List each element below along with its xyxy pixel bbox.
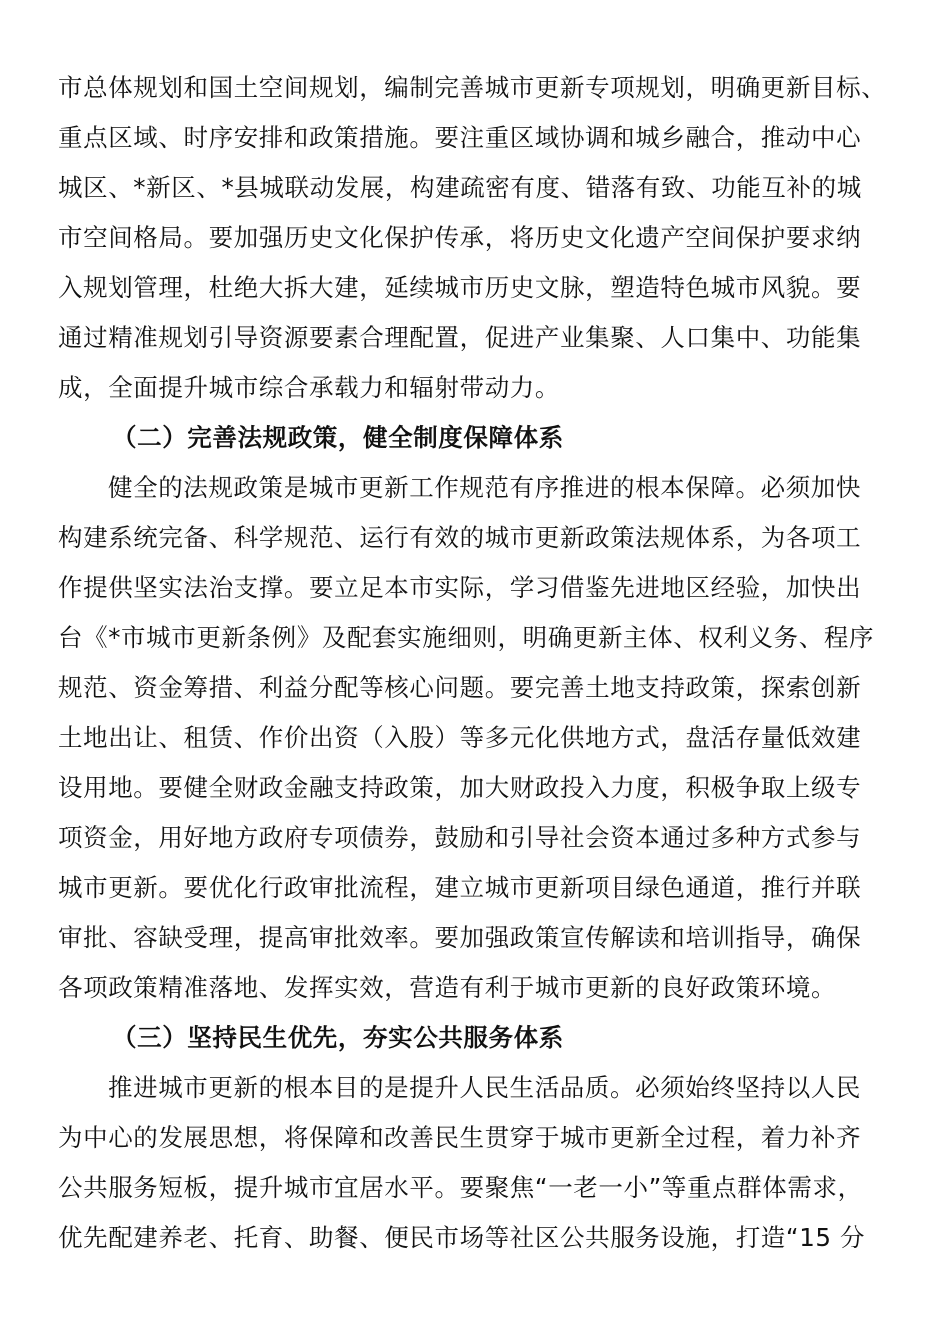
paragraph-line: 推进城市更新的根本目的是提升人民生活品质。必须始终坚持以人民 [108, 1073, 861, 1102]
paragraph-line: 为中心的发展思想，将保障和改善民生贯穿于城市更新全过程，着力补齐 [58, 1123, 862, 1152]
paragraph-line: 构建系统完备、科学规范、运行有效的城市更新政策法规体系，为各项工 [58, 523, 862, 552]
paragraph-line: 城区、*新区、*县城联动发展，构建疏密有度、错落有致、功能互补的城 [58, 173, 862, 202]
section-heading-3: （三）坚持民生优先，夯实公共服务体系 [112, 1023, 564, 1052]
paragraph-line: 重点区域、时序安排和政策措施。要注重区域协调和城乡融合，推动中心 [58, 123, 862, 152]
paragraph-line: 市空间格局。要加强历史文化保护传承，将历史文化遗产空间保护要求纳 [58, 223, 862, 252]
paragraph-line: 优先配建养老、托育、助餐、便民市场等社区公共服务设施，打造“15 分 [58, 1223, 866, 1252]
paragraph-line: 城市更新。要优化行政审批流程，建立城市更新项目绿色通道，推行并联 [58, 873, 862, 902]
paragraph-line: 市总体规划和国土空间规划，编制完善城市更新专项规划，明确更新目标、 [58, 73, 887, 102]
paragraph-line: 健全的法规政策是城市更新工作规范有序推进的根本保障。必须加快 [108, 473, 861, 502]
paragraph-line: 设用地。要健全财政金融支持政策，加大财政投入力度，积极争取上级专 [58, 773, 862, 802]
paragraph-line: 项资金，用好地方政府专项债券，鼓励和引导社会资本通过多种方式参与 [58, 823, 862, 852]
paragraph-line: 土地出让、租赁、作价出资（入股）等多元化供地方式，盘活存量低效建 [58, 723, 862, 752]
paragraph-line: 入规划管理，杜绝大拆大建，延续城市历史文脉，塑造特色城市风貌。要 [58, 273, 862, 302]
paragraph-line: 审批、容缺受理，提高审批效率。要加强政策宣传解读和培训指导，确保 [58, 923, 862, 952]
paragraph-line: 成，全面提升城市综合承载力和辐射带动力。 [58, 373, 560, 402]
section-heading-2: （二）完善法规政策，健全制度保障体系 [112, 423, 564, 452]
paragraph-line: 通过精准规划引导资源要素合理配置，促进产业集聚、人口集中、功能集 [58, 323, 862, 352]
paragraph-line: 公共服务短板，提升城市宜居水平。要聚焦“一老一小”等重点群体需求， [58, 1173, 863, 1202]
paragraph-line: 规范、资金筹措、利益分配等核心问题。要完善土地支持政策，探索创新 [58, 673, 862, 702]
paragraph-line: 各项政策精准落地、发挥实效，营造有利于城市更新的良好政策环境。 [58, 973, 837, 1002]
paragraph-line: 台《*市城市更新条例》及配套实施细则，明确更新主体、权利义务、程序 [58, 623, 875, 652]
paragraph-line: 作提供坚实法治支撑。要立足本市实际，学习借鉴先进地区经验，加快出 [58, 573, 862, 602]
